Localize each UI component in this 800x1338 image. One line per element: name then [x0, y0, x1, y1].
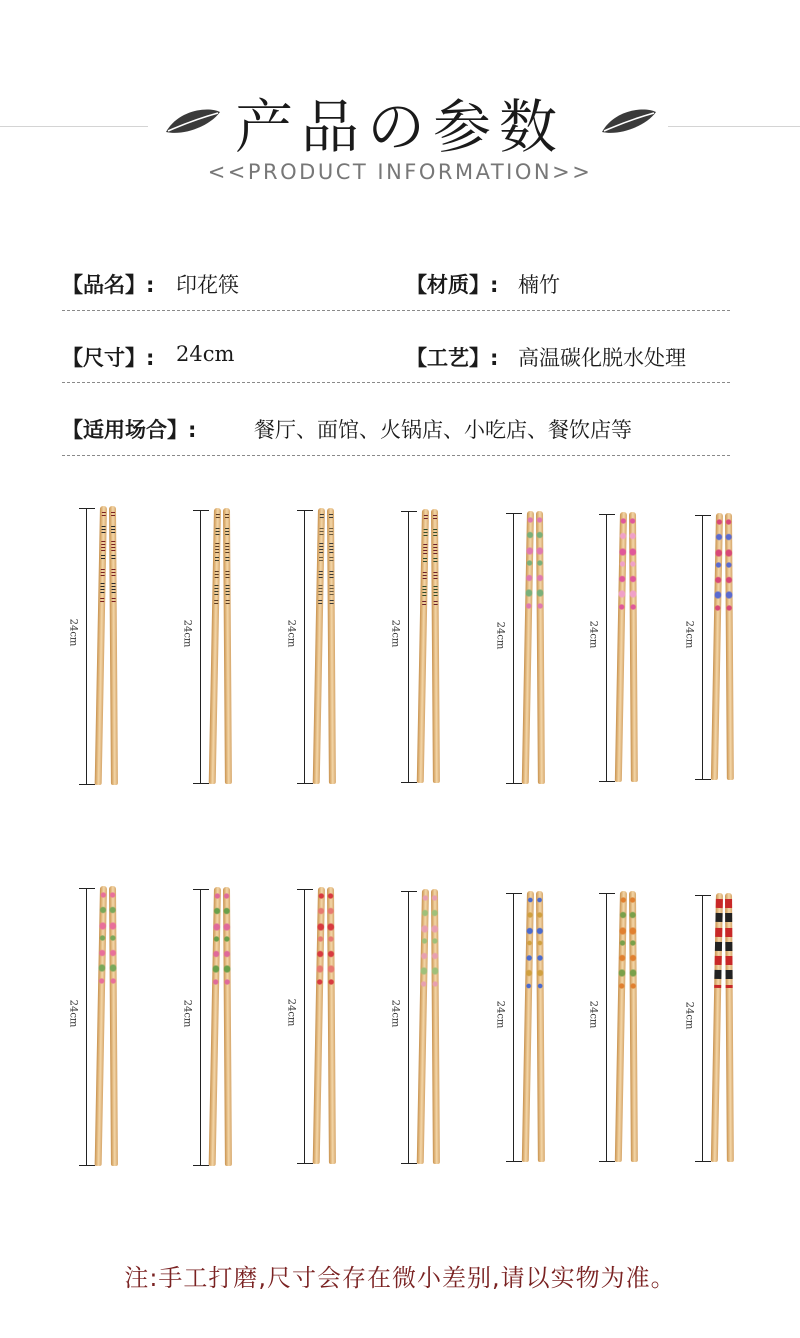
pattern-mark — [213, 950, 220, 958]
pattern-mark — [431, 909, 438, 917]
pattern-mark — [110, 963, 117, 973]
pattern-mark — [215, 514, 219, 520]
pattern-mark — [316, 979, 323, 985]
pattern-mark — [714, 970, 721, 979]
pattern-mark — [225, 557, 229, 563]
pattern-mark — [630, 589, 637, 599]
pattern-mark — [726, 970, 733, 979]
pattern-mark — [432, 981, 439, 987]
pattern-mark — [620, 897, 627, 903]
pattern-mark — [536, 546, 543, 556]
pattern-mark — [525, 603, 532, 609]
pattern-mark — [327, 922, 334, 932]
pattern-mark — [433, 572, 437, 580]
pattern-mark — [726, 985, 733, 988]
pattern-mark — [433, 515, 437, 521]
pattern-mark — [100, 892, 107, 898]
pattern-mark — [526, 940, 533, 946]
pattern-mark — [725, 913, 732, 922]
pattern-mark — [329, 600, 333, 606]
pattern-mark — [725, 533, 732, 541]
pattern-mark — [526, 911, 533, 919]
pattern-mark — [223, 893, 230, 899]
pattern-mark — [213, 936, 220, 942]
craft-value: 高温碳化脱水处理 — [518, 346, 686, 370]
pattern-mark — [111, 583, 115, 593]
pattern-mark — [725, 519, 732, 525]
pattern-mark — [328, 979, 335, 985]
chopstick — [327, 508, 336, 784]
chopstick — [725, 513, 734, 780]
pattern-mark — [329, 514, 333, 520]
chopstick — [223, 508, 232, 784]
pattern-mark — [421, 909, 428, 917]
pattern-mark — [629, 926, 636, 936]
pattern-mark — [100, 583, 104, 593]
pattern-mark — [527, 517, 534, 523]
pattern-mark — [526, 545, 533, 555]
chopstick — [431, 509, 440, 783]
pattern-mark — [329, 528, 333, 536]
pattern-mark — [629, 911, 636, 919]
pattern-mark — [99, 906, 106, 914]
pattern-mark — [715, 927, 722, 936]
pattern-mark — [526, 560, 533, 566]
pattern-mark — [99, 949, 106, 957]
pattern-mark — [213, 907, 220, 915]
chopstick — [223, 887, 232, 1166]
pattern-mark — [109, 921, 116, 931]
pattern-mark — [619, 561, 626, 567]
pattern-mark — [537, 588, 544, 598]
pattern-mark — [525, 968, 532, 978]
pattern-mark — [715, 533, 722, 541]
pattern-mark — [213, 921, 220, 931]
pattern-mark — [318, 585, 322, 595]
pattern-mark — [329, 585, 333, 595]
pattern-mark — [526, 925, 533, 935]
size-value: 24cm — [176, 342, 235, 366]
pattern-mark — [327, 907, 334, 915]
pattern-mark — [101, 526, 105, 534]
page-subtitle: <<PRODUCT INFORMATION>> — [207, 160, 593, 184]
pattern-mark — [536, 911, 543, 919]
pattern-mark — [431, 895, 438, 901]
pattern-mark — [714, 605, 721, 611]
pattern-mark — [726, 605, 733, 611]
pattern-mark — [317, 907, 324, 915]
name-label: 【品名】: — [62, 273, 155, 297]
pattern-mark — [423, 544, 427, 554]
size-ruler-label: 24cm — [285, 619, 297, 648]
pattern-mark — [223, 936, 230, 942]
pattern-mark — [327, 950, 334, 958]
pattern-mark — [100, 569, 104, 577]
pattern-mark — [725, 928, 732, 937]
pattern-mark — [536, 560, 543, 566]
pattern-mark — [101, 541, 105, 551]
pattern-mark — [212, 979, 219, 985]
pattern-mark — [111, 526, 115, 534]
pattern-mark — [536, 926, 543, 936]
page-title: 产品の参数 — [234, 93, 565, 161]
pattern-mark — [316, 964, 323, 974]
disclaimer-note: 注:手工打磨,尺寸会存在微小差别,请以实物为准。 — [124, 1264, 676, 1292]
pattern-mark — [225, 543, 229, 553]
pattern-mark — [629, 561, 636, 567]
pattern-mark — [433, 544, 437, 554]
pattern-mark — [629, 518, 636, 524]
pattern-mark — [433, 586, 437, 596]
pattern-mark — [725, 956, 732, 965]
pattern-mark — [421, 938, 428, 944]
size-label: 【尺寸】: — [62, 346, 155, 370]
size-ruler-label: 24cm — [587, 1000, 599, 1029]
size-ruler-label: 24cm — [181, 619, 193, 648]
pattern-mark — [225, 514, 229, 520]
pattern-mark — [526, 531, 533, 539]
size-ruler-label: 24cm — [389, 619, 401, 648]
craft-label: 【工艺】: — [406, 346, 499, 370]
material-value: 楠竹 — [518, 273, 560, 297]
pattern-mark — [618, 589, 625, 599]
pattern-mark — [318, 571, 322, 579]
chopstick — [536, 891, 545, 1162]
pattern-mark — [214, 557, 218, 563]
pattern-mark — [716, 519, 723, 525]
pattern-mark — [618, 968, 625, 978]
pattern-mark — [420, 981, 427, 987]
pattern-mark — [726, 590, 733, 600]
pattern-mark — [225, 585, 229, 595]
dashed-divider — [62, 310, 730, 311]
pattern-mark — [111, 512, 115, 518]
pattern-mark — [618, 604, 625, 610]
pattern-mark — [525, 983, 532, 989]
pattern-mark — [433, 558, 437, 564]
pattern-mark — [214, 600, 218, 606]
name-value: 印花筷 — [176, 273, 239, 297]
pattern-mark — [317, 936, 324, 942]
pattern-mark — [420, 966, 427, 976]
pattern-mark — [225, 528, 229, 536]
pattern-mark — [536, 531, 543, 539]
pattern-mark — [431, 952, 438, 960]
pattern-mark — [318, 600, 322, 606]
pattern-mark — [619, 546, 626, 556]
pattern-mark — [629, 575, 636, 583]
pattern-mark — [319, 528, 323, 536]
size-ruler-label: 24cm — [587, 620, 599, 649]
chopstick — [536, 511, 545, 784]
pattern-mark — [725, 899, 732, 908]
pattern-mark — [525, 588, 532, 598]
pattern-mark — [619, 911, 626, 919]
pattern-mark — [215, 528, 219, 536]
pattern-mark — [329, 543, 333, 553]
pattern-mark — [630, 983, 637, 989]
pattern-mark — [725, 548, 732, 558]
pattern-mark — [318, 557, 322, 563]
pattern-mark — [619, 954, 626, 962]
pattern-mark — [224, 979, 231, 985]
pattern-mark — [215, 543, 219, 553]
chopstick — [629, 512, 638, 782]
pattern-mark — [630, 968, 637, 978]
pattern-mark — [716, 899, 723, 908]
pattern-mark — [725, 576, 732, 584]
pattern-mark — [329, 571, 333, 579]
pattern-mark — [319, 514, 323, 520]
pattern-mark — [433, 601, 437, 607]
pattern-mark — [422, 601, 426, 607]
pattern-mark — [526, 574, 533, 582]
dashed-divider — [62, 382, 730, 383]
pattern-mark — [619, 532, 626, 540]
pattern-mark — [318, 893, 325, 899]
size-ruler-label: 24cm — [181, 999, 193, 1028]
pattern-mark — [536, 574, 543, 582]
pattern-mark — [225, 571, 229, 579]
material-label: 【材质】: — [406, 273, 499, 297]
pattern-mark — [100, 555, 104, 561]
pattern-mark — [536, 517, 543, 523]
pattern-mark — [422, 895, 429, 901]
pattern-mark — [537, 983, 544, 989]
chopstick — [629, 891, 638, 1162]
pattern-mark — [319, 543, 323, 553]
chopstick — [327, 887, 336, 1164]
size-ruler-label: 24cm — [494, 1000, 506, 1029]
size-ruler-label: 24cm — [683, 620, 695, 649]
pattern-mark — [715, 956, 722, 965]
pattern-mark — [630, 604, 637, 610]
pattern-mark — [527, 897, 534, 903]
pattern-mark — [629, 954, 636, 962]
pattern-mark — [715, 547, 722, 557]
pattern-mark — [327, 893, 334, 899]
pattern-mark — [422, 572, 426, 580]
pattern-mark — [423, 515, 427, 521]
pattern-mark — [224, 964, 231, 974]
pattern-mark — [629, 897, 636, 903]
size-ruler-label: 24cm — [67, 999, 79, 1027]
pattern-mark — [620, 518, 627, 524]
pattern-mark — [317, 950, 324, 958]
usage-label: 【适用场合】: — [62, 418, 197, 442]
pattern-mark — [725, 942, 732, 951]
pattern-mark — [629, 940, 636, 946]
pattern-mark — [526, 954, 533, 962]
size-ruler-label: 24cm — [67, 618, 79, 647]
pattern-mark — [111, 555, 115, 561]
pattern-mark — [714, 590, 721, 600]
pattern-mark — [98, 978, 105, 984]
pattern-mark — [214, 571, 218, 579]
pattern-mark — [214, 893, 221, 899]
pattern-mark — [111, 598, 115, 604]
pattern-mark — [629, 532, 636, 540]
pattern-mark — [110, 978, 117, 984]
size-ruler-label: 24cm — [389, 999, 401, 1028]
pattern-mark — [109, 906, 116, 914]
pattern-mark — [629, 547, 636, 557]
pattern-mark — [223, 907, 230, 915]
pattern-mark — [99, 920, 106, 930]
pattern-mark — [715, 576, 722, 584]
pattern-mark — [223, 950, 230, 958]
pattern-mark — [537, 968, 544, 978]
usage-value: 餐厅、面馆、火锅店、小吃店、餐饮店等 — [254, 418, 632, 442]
pattern-mark — [715, 942, 722, 951]
pattern-mark — [214, 585, 218, 595]
pattern-mark — [422, 558, 426, 564]
pattern-mark — [100, 598, 104, 604]
pattern-mark — [725, 562, 732, 568]
size-ruler-label: 24cm — [494, 621, 506, 649]
pattern-mark — [715, 913, 722, 922]
pattern-mark — [101, 512, 105, 518]
pattern-mark — [329, 557, 333, 563]
pattern-mark — [109, 949, 116, 957]
chopstick — [431, 889, 440, 1164]
pattern-mark — [619, 575, 626, 583]
pattern-mark — [537, 603, 544, 609]
chopstick — [109, 506, 118, 785]
pattern-mark — [618, 983, 625, 989]
pattern-mark — [98, 963, 105, 973]
pattern-mark — [431, 938, 438, 944]
pattern-mark — [223, 922, 230, 932]
pattern-mark — [423, 529, 427, 537]
pattern-mark — [536, 954, 543, 962]
size-ruler-label: 24cm — [285, 998, 297, 1027]
pattern-mark — [317, 921, 324, 931]
pattern-mark — [536, 940, 543, 946]
pattern-mark — [431, 924, 438, 934]
pattern-mark — [421, 923, 428, 933]
pattern-mark — [328, 964, 335, 974]
dashed-divider — [62, 455, 730, 456]
pattern-mark — [433, 529, 437, 537]
pattern-mark — [111, 569, 115, 577]
pattern-mark — [109, 892, 116, 898]
pattern-mark — [714, 985, 721, 988]
pattern-mark — [212, 964, 219, 974]
pattern-mark — [99, 935, 106, 941]
pattern-mark — [619, 940, 626, 946]
pattern-mark — [536, 897, 543, 903]
pattern-mark — [327, 936, 334, 942]
pattern-mark — [619, 925, 626, 935]
pattern-mark — [715, 562, 722, 568]
pattern-mark — [421, 952, 428, 960]
chopstick — [109, 886, 118, 1166]
chopstick — [725, 893, 734, 1162]
pattern-mark — [109, 935, 116, 941]
size-ruler-label: 24cm — [683, 1001, 695, 1030]
pattern-mark — [111, 541, 115, 551]
pattern-mark — [432, 966, 439, 976]
pattern-mark — [422, 586, 426, 596]
pattern-mark — [225, 600, 229, 606]
